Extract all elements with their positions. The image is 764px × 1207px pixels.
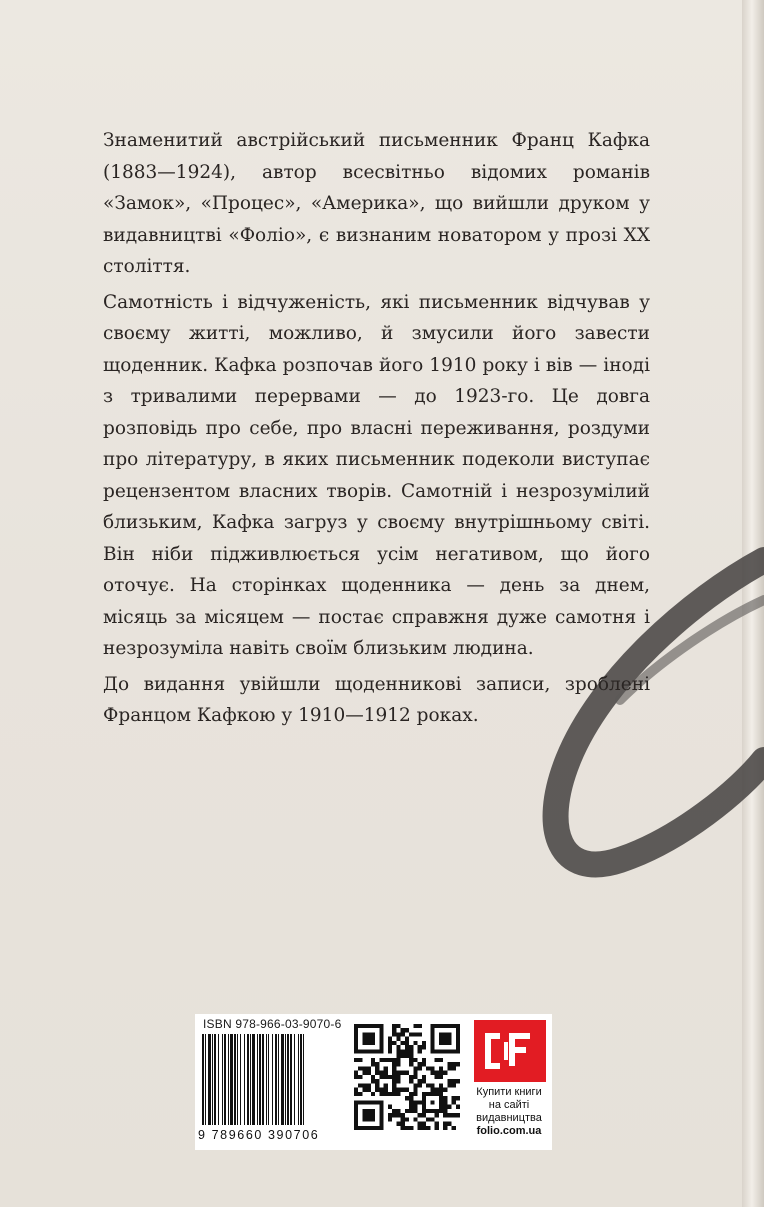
buy-line: на сайті [488, 1099, 530, 1111]
spine-edge [742, 0, 764, 1207]
cf-logo-icon [474, 1020, 546, 1082]
description-paragraph: До видання увійшли щоденникові записи, зроблені Францом Кафкою у 1910—1912 роках. [103, 673, 650, 726]
buy-line: Купити книги [476, 1086, 542, 1098]
buy-line: видавництва [476, 1112, 542, 1124]
book-description [103, 125, 650, 732]
publisher-site-link[interactable]: folio.com.ua [476, 1125, 542, 1137]
description-paragraph: Самотність і відчуженість, які письменник відчував у своєму житті, можливо, й змусили його завести щоденник. Кафка розпочав його 1910 року і вів — іноді з тривалими перервами — до 1923-го. Це довга розповідь про себе, про власні переживання, роздуми про літературу, в яких письменник подеколи виступає рецензентом власних творів. Самотній і незрозумілий близьким, Кафка загруз у своєму внутрішньому світі. Він ніби підживлюється усім негативом, що його оточує. На сторінках щоденника — день за днем, місяць за місяцем — постає справжня дуже самотня і незрозуміла навіть своїм близьким людина. [103, 291, 650, 659]
barcode-icon [200, 1034, 346, 1125]
buy-books-caption [466, 1086, 552, 1138]
barcode-digits: 9 789660 390706 [198, 1128, 320, 1142]
description-paragraph: Знаменитий австрійський письменник Франц Кафка (1883—1924), автор всесвітньо відомих романів «Замок», «Процес», «Америка», що вийшли друком у видавництві «Фоліо», є визнаним новатором у прозі XX століття. [103, 130, 650, 277]
qr-code-icon[interactable] [354, 1024, 460, 1130]
isbn-label: ISBN 978-966-03-9070-6 [203, 1017, 342, 1031]
